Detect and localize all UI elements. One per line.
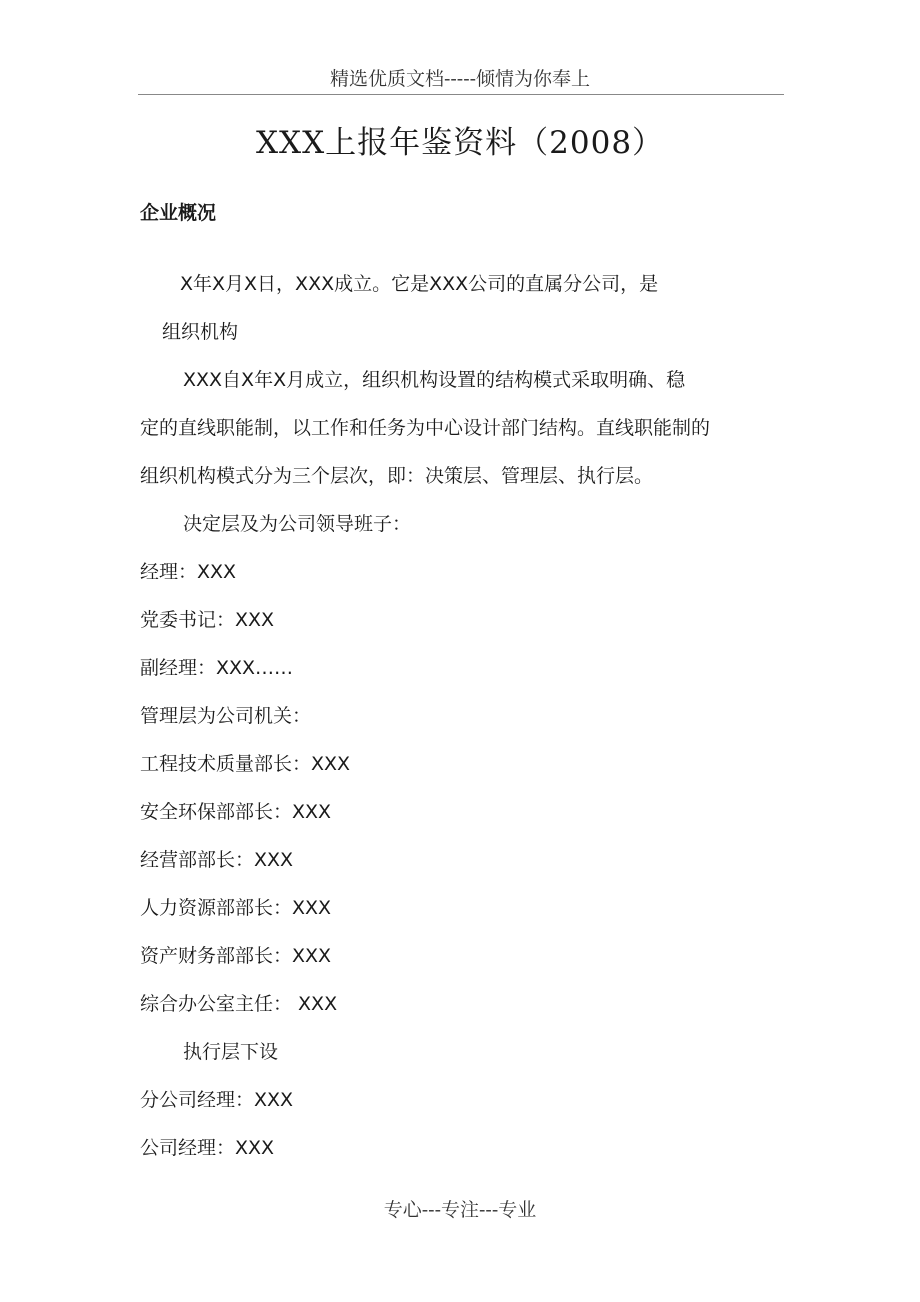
execution-layer-heading: 执行层下设 — [183, 1041, 279, 1063]
list-item: 综合办公室主任： XXX — [140, 993, 338, 1015]
section-heading: 企业概况 — [140, 202, 217, 224]
list-item: 资产财务部部长：XXX — [140, 945, 332, 967]
list-item: 党委书记：XXX — [140, 609, 275, 631]
management-layer-heading: 管理层为公司机关： — [140, 705, 312, 727]
list-item: 分公司经理：XXX — [140, 1089, 294, 1111]
list-item: 经理：XXX — [140, 561, 237, 583]
paragraph-line: 组织机构 — [162, 321, 239, 343]
header-text: 精选优质文档-----倾情为你奉上 — [329, 68, 591, 90]
paragraph-line: 组织机构模式分为三个层次，即：决策层、管理层、执行层。 — [140, 465, 654, 487]
list-item: 工程技术质量部长：XXX — [140, 753, 351, 775]
page-footer: 专心---专注---专业 — [383, 1199, 537, 1221]
list-item: 公司经理：XXX — [140, 1137, 275, 1159]
paragraph-line: X年X月X日，XXX成立。它是XXX公司的直属分公司，是 — [180, 273, 659, 295]
paragraph-line: 定的直线职能制，以工作和任务为中心设计部门结构。直线职能制的 — [140, 417, 711, 439]
decision-layer-heading: 决定层及为公司领导班子： — [183, 513, 412, 535]
header-divider — [138, 94, 784, 95]
list-item: 安全环保部部长：XXX — [140, 801, 332, 823]
paragraph-line: XXX自X年X月成立，组织机构设置的结构模式采取明确、稳 — [183, 369, 686, 391]
list-item: 经营部部长：XXX — [140, 849, 294, 871]
list-item: 人力资源部部长：XXX — [140, 897, 332, 919]
list-item: 副经理：XXX…… — [140, 657, 294, 679]
document-title: XXX上报年鉴资料（2008） — [255, 125, 665, 161]
